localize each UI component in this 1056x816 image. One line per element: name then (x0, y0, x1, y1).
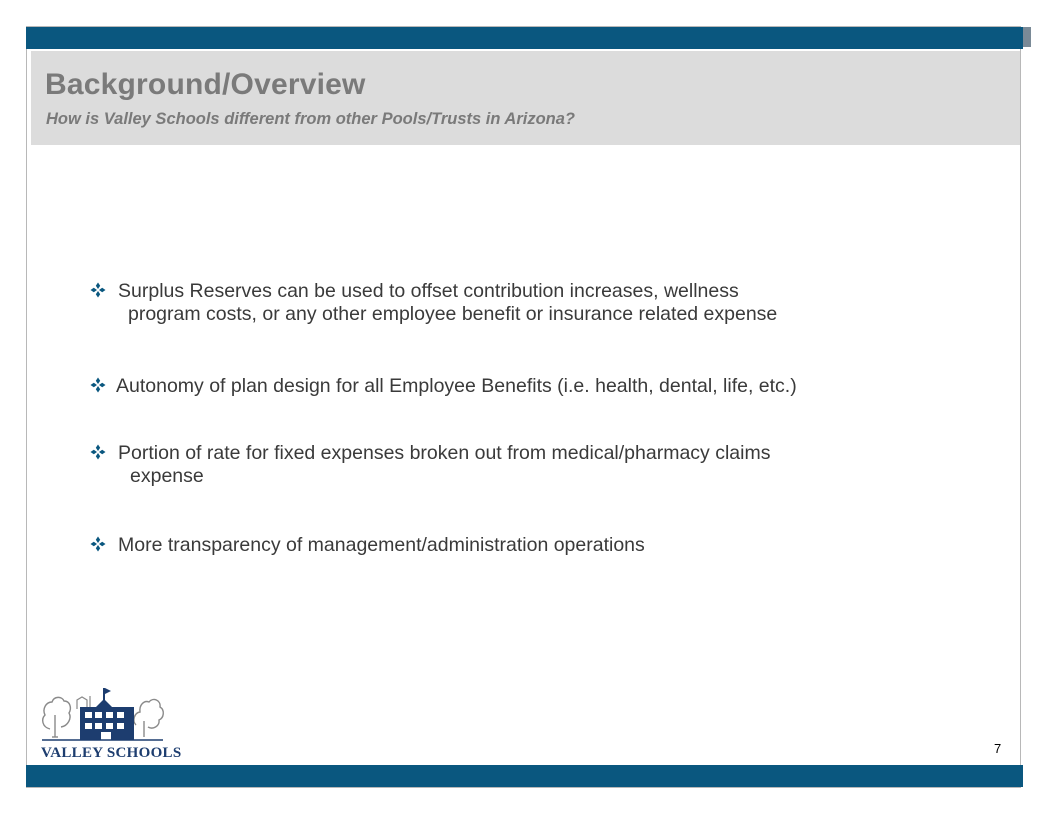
top-accent-bar (26, 27, 1023, 49)
bullet-text: Portion of rate for fixed expenses broken out from medical/pharmacy claims (118, 442, 771, 464)
bullet-item (90, 280, 777, 326)
page-title: Background/Overview (45, 68, 366, 101)
bottom-accent-bar (26, 765, 1023, 787)
bullet-item (90, 375, 797, 398)
four-diamond-bullet-icon (90, 535, 106, 551)
page-number: 7 (994, 741, 1002, 756)
four-diamond-bullet-icon (90, 443, 106, 459)
top-bar-tab (1023, 27, 1031, 47)
bullet-item (90, 534, 645, 557)
four-diamond-bullet-icon (90, 376, 106, 392)
bullet-text: More transparency of management/administration operations (118, 534, 645, 556)
bullet-text: Autonomy of plan design for all Employee Benefits (i.e. health, dental, life, etc.) (116, 375, 797, 397)
bullet-text: Surplus Reserves can be used to offset contribution increases, wellness (118, 280, 739, 302)
bullet-text-continuation: expense (130, 465, 204, 487)
logo-wordmark: VALLEY SCHOOLS (41, 745, 182, 761)
four-diamond-bullet-icon (90, 281, 106, 297)
page-subtitle: How is Valley Schools different from other Pools/Trusts in Arizona? (46, 110, 576, 128)
bullet-text-continuation: program costs, or any other employee benefit or insurance related expense (128, 303, 778, 325)
bullet-item (90, 442, 770, 488)
